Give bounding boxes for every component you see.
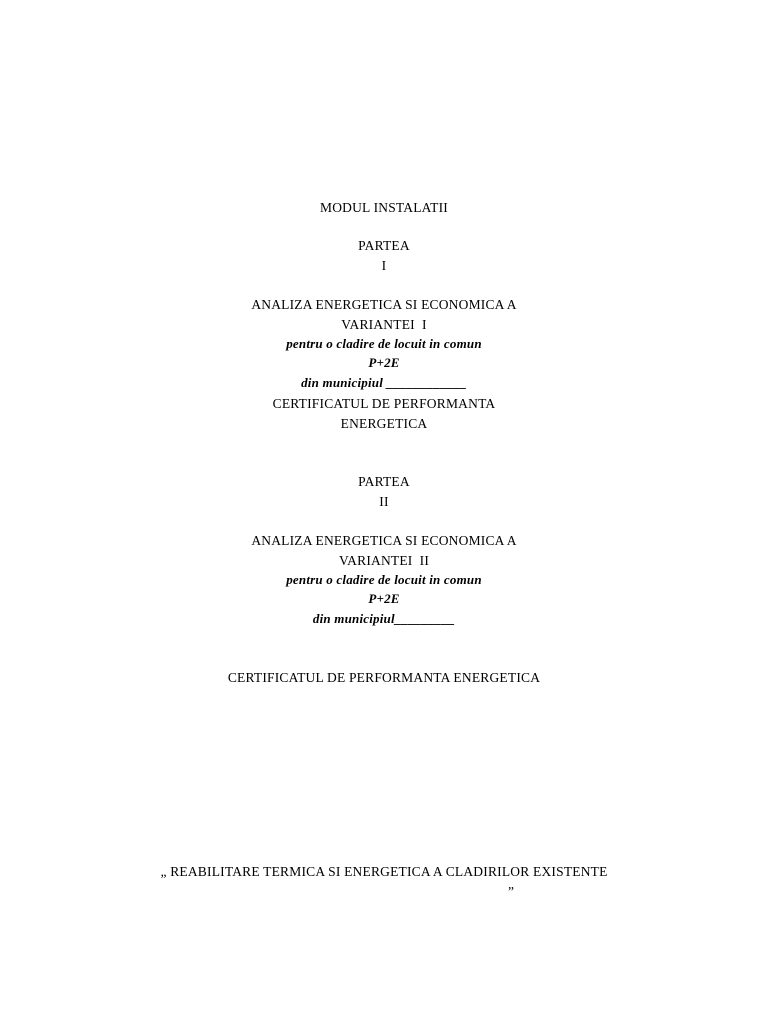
part2-certificate: CERTIFICATUL DE PERFORMANTA ENERGETICA: [227, 670, 541, 685]
part1-municipality: din municipiul ____________: [301, 375, 467, 390]
part1-number: I: [381, 258, 387, 273]
part2-analysis-line2: VARIANTEI II: [338, 553, 430, 568]
part1-certificate-line1: CERTIFICATUL DE PERFORMANTA: [272, 396, 496, 411]
part2-number: II: [379, 494, 389, 509]
module-title: MODUL INSTALATII: [320, 200, 448, 215]
part1-label: PARTEA: [358, 238, 410, 253]
part1-analysis-line2: VARIANTEI I: [341, 317, 427, 332]
project-title: „ REABILITARE TERMICA SI ENERGETICA A CLADIRILOR EXISTENTE: [160, 864, 608, 879]
part2-building: pentru o cladire de locuit in comun: [286, 572, 482, 587]
part2-floors: P+2E: [368, 591, 400, 606]
part1-analysis-line1: ANALIZA ENERGETICA SI ECONOMICA A: [251, 297, 517, 312]
part2-analysis-line1: ANALIZA ENERGETICA SI ECONOMICA A: [251, 533, 517, 548]
part1-floors: P+2E: [368, 355, 400, 370]
part1-certificate-line2: ENERGETICA: [340, 416, 428, 431]
part2-label: PARTEA: [358, 474, 410, 489]
part1-building: pentru o cladire de locuit in comun: [286, 336, 482, 351]
project-title-closing-quote: ”: [508, 884, 515, 899]
part2-municipality: din municipiul_________: [312, 611, 456, 626]
